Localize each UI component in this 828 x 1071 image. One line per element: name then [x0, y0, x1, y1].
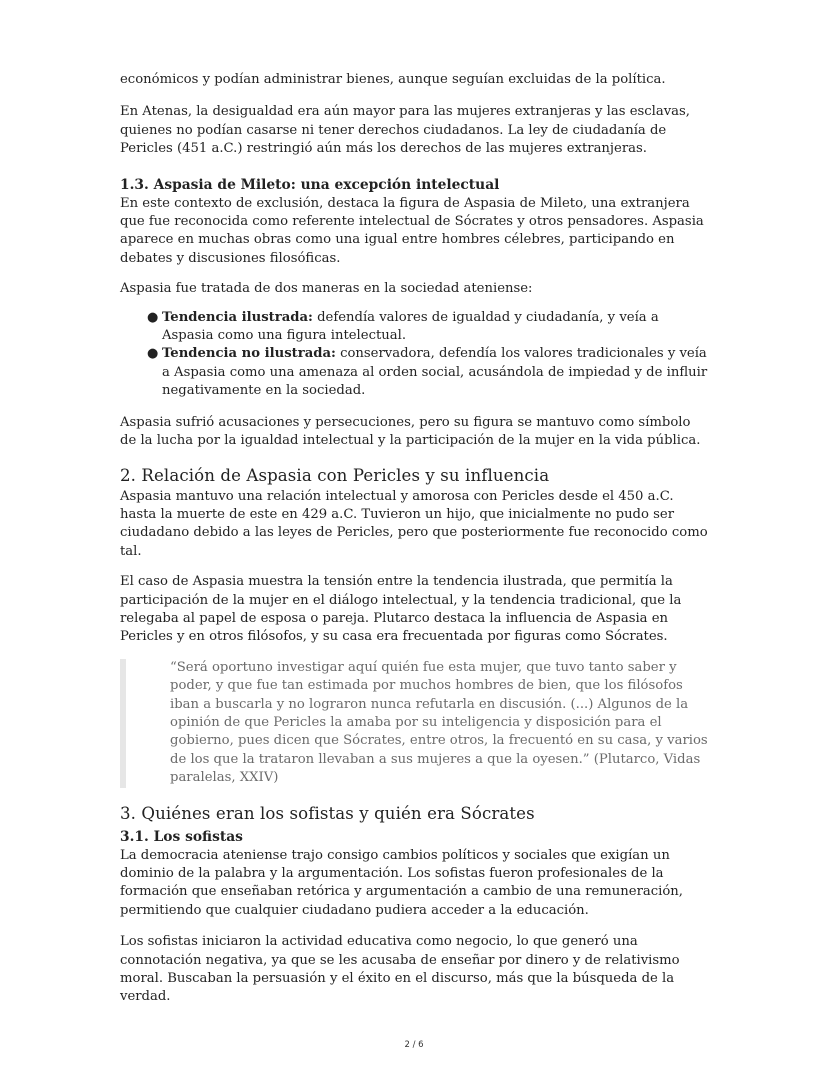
bullet-icon: ● — [147, 346, 159, 362]
page-number: 2 / 6 — [404, 1040, 424, 1050]
paragraph-desigualdad: En Atenas, la desigualdad era aún mayor para las mujeres extranjeras y las esclavas, quienes no podían casarse ni tener derechos ciudadanos. La ley de ciudadanía de Pericles (451 a.C.) restringió aún más los derechos de las mujeres extranjeras. — [120, 104, 690, 157]
quote-block — [120, 659, 710, 788]
paragraph-acusaciones: Aspasia sufrió acusaciones y persecuciones, pero su figura se mantuvo como símbolo de la lucha por la igualdad intelectual y la participación de la mujer en la vida pública. — [120, 414, 701, 449]
paragraph-caso-aspasia: El caso de Aspasia muestra la tensión entre la tendencia ilustrada, que permitía la participación de la mujer en el diálogo intelectual, y la tendencia tradicional, que la relegaba al papel de esposa o pareja. Plutarco destaca la influencia de Aspasia en Pericles y en otros filósofos, y su casa era frecuentada por figuras como Sócrates. — [120, 574, 682, 645]
bullet-list — [120, 309, 710, 401]
paragraph-economicos: económicos y podían administrar bienes, aunque seguían excluidas de la política. — [120, 72, 666, 87]
list-item — [147, 345, 710, 400]
quote-text: “Será oportuno investigar aquí quién fue esta mujer, que tuvo tanto saber y poder, y que fue tan estimada por muchos hombres de bien, que los filósofos iban a buscarla y no lograron nunca refutarla en discusión. (...) Algunos de la opinión de que Pericles la amaba por su inteligencia y disposición para el gobierno, pues dicen que Sócrates, entre otros, la frecuentó en su casa, y varios de los que la trataron llevaban a sus mujeres a que la oyesen.” (Plutarco, Vidas paralelas, XXIV) — [170, 659, 708, 786]
heading-3: 3. Quiénes eran los sofistas y quién era Sócrates — [120, 803, 535, 823]
list-item-term: Tendencia no ilustrada: — [162, 346, 336, 362]
paragraph-contexto-exclusion: En este contexto de exclusión, destaca la figura de Aspasia de Mileto, una extranjera que fue reconocida como referente intelectual de Sócrates y otros pensadores. Aspasia aparece en muchas obras como una igual entre hombres célebres, participando en debates y discusiones filosóficas. — [120, 195, 704, 266]
heading-3-1: 3.1. Los sofistas — [120, 828, 243, 845]
paragraph-sofistas-negocio: Los sofistas iniciaron la actividad educativa como negocio, lo que generó una connotación negativa, ya que se les acusaba de enseñar por dinero y de relativismo moral. Buscaban la persuasión y el éxito en el discurso, más que la búsqueda de la verdad. — [120, 934, 680, 1005]
heading-1-3: 1.3. Aspasia de Mileto: una excepción intelectual — [120, 176, 500, 193]
list-item-term: Tendencia ilustrada: — [162, 309, 313, 325]
heading-2: 2. Relación de Aspasia con Pericles y su influencia — [120, 465, 550, 485]
bullet-icon: ● — [147, 309, 159, 325]
list-item-text: defendía valores de igualdad y ciudadanía, y veía a Aspasia como una figura intelectual. — [162, 309, 659, 344]
list-item-text: conservadora, defendía los valores tradicionales y veía a Aspasia como una amenaza al orden social, acusándola de impiedad y de influir negativamente en la sociedad. — [162, 346, 708, 399]
paragraph-democracia: La democracia ateniense trajo consigo cambios políticos y sociales que exigían un dominio de la palabra y la argumentación. Los sofistas fueron profesionales de la formación que enseñaban retórica y argumentación a cambio de una remuneración, permitiendo que cualquier ciudadano pudiera acceder a la educación. — [120, 847, 683, 918]
document-page — [120, 66, 710, 1007]
list-item — [147, 309, 710, 346]
paragraph-dos-maneras: Aspasia fue tratada de dos maneras en la sociedad ateniense: — [120, 281, 533, 297]
paragraph-relacion: Aspasia mantuvo una relación intelectual y amorosa con Pericles desde el 450 a.C. hasta la muerte de este en 429 a.C. Tuvieron un hijo, que inicialmente no pudo ser ciudadano debido a las leyes de Pericles, pero que posteriormente fue reconocido como tal. — [120, 488, 708, 559]
